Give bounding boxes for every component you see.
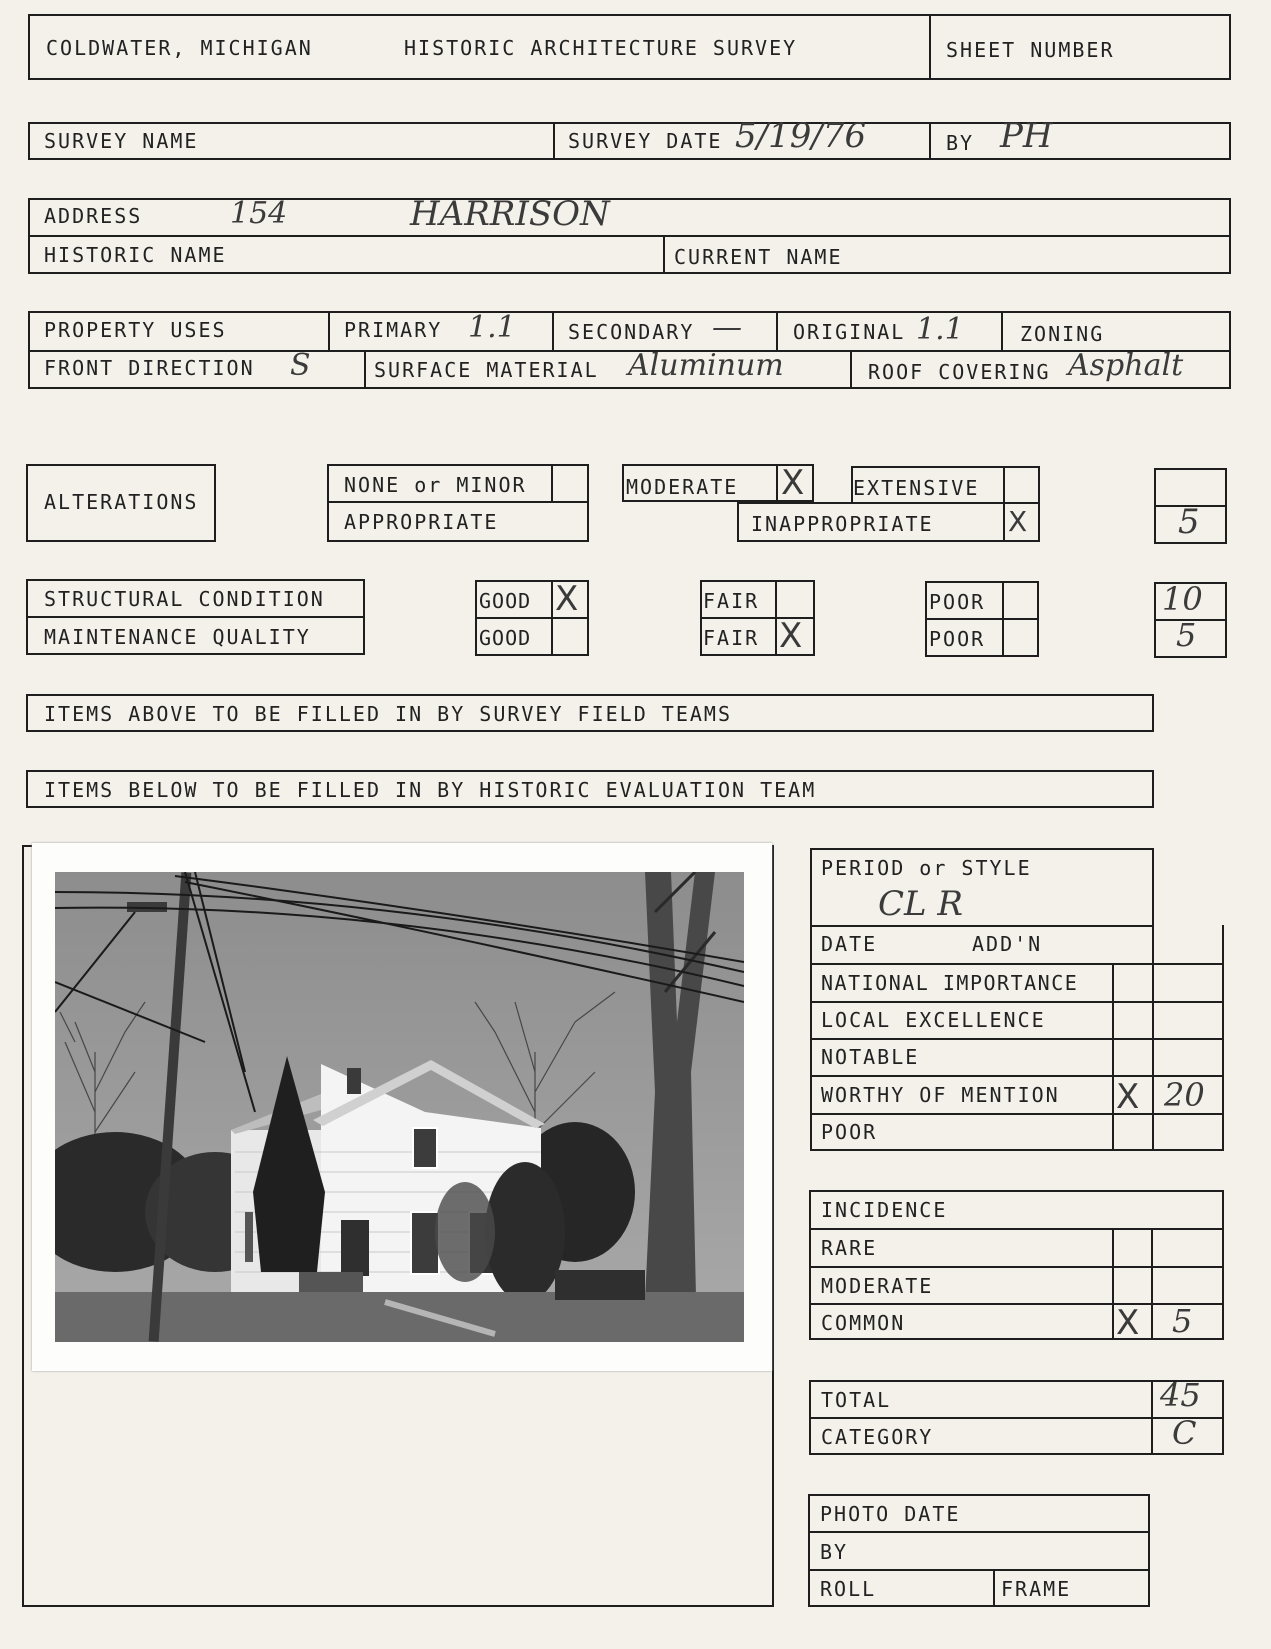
address-label: ADDRESS — [44, 204, 143, 228]
surface-material-label: SURFACE MATERIAL — [374, 358, 599, 382]
structural-good-mark: X — [555, 579, 579, 619]
original-value: 1.1 — [916, 312, 964, 347]
roof-covering-value: Asphalt — [1068, 348, 1184, 383]
worthy-score: 20 — [1164, 1076, 1205, 1114]
structural-good-label: GOOD — [479, 589, 532, 613]
period-value: CL R — [878, 884, 963, 924]
common-label: COMMON — [821, 1311, 906, 1335]
survey-by-label: BY — [946, 131, 975, 155]
roll-label: ROLL — [820, 1577, 877, 1601]
maintenance-poor-label: POOR — [929, 627, 986, 651]
appropriate-label: APPROPRIATE — [344, 510, 499, 534]
city-label: COLDWATER, MICHIGAN — [46, 36, 313, 60]
address-number: 154 — [230, 196, 288, 231]
current-name-label: CURRENT NAME — [674, 245, 843, 269]
local-excellence-label: LOCAL EXCELLENCE — [821, 1008, 1046, 1032]
front-direction-label: FRONT DIRECTION — [44, 356, 255, 380]
category-label: CATEGORY — [821, 1425, 934, 1449]
alterations-score: 5 — [1178, 502, 1200, 542]
property-uses-label: PROPERTY USES — [44, 318, 227, 342]
alterations-label: ALTERATIONS — [44, 490, 199, 514]
survey-name-label: SURVEY NAME — [44, 129, 199, 153]
none-minor-label: NONE or MINOR — [344, 473, 527, 497]
moderate-mark: X — [781, 463, 805, 503]
sheet-number-label: SHEET NUMBER — [946, 38, 1115, 62]
maintenance-fair-label: FAIR — [703, 626, 760, 650]
maintenance-quality-label: MAINTENANCE QUALITY — [44, 625, 311, 649]
incidence-moderate-label: MODERATE — [821, 1274, 934, 1298]
rare-label: RARE — [821, 1236, 878, 1260]
survey-date-value: 5/19/76 — [735, 116, 867, 156]
surface-material-value: Aluminum — [628, 348, 784, 383]
date-label: DATE — [821, 932, 878, 956]
form-title: HISTORIC ARCHITECTURE SURVEY — [404, 36, 798, 60]
evaluation-poor-label: POOR — [821, 1120, 878, 1144]
field-team-note: ITEMS ABOVE TO BE FILLED IN BY SURVEY FIELD TEAMS — [44, 702, 733, 726]
house-photo-image — [55, 872, 744, 1342]
structural-fair-label: FAIR — [703, 589, 760, 613]
maintenance-good-label: GOOD — [479, 626, 532, 650]
front-direction-value: S — [290, 348, 311, 383]
period-label: PERIOD or STYLE — [821, 856, 1032, 880]
roof-covering-label: ROOF COVERING — [868, 360, 1051, 384]
total-value: 45 — [1160, 1376, 1201, 1414]
worthy-of-mention-label: WORTHY OF MENTION — [821, 1083, 1060, 1107]
survey-date-label: SURVEY DATE — [568, 129, 723, 153]
photo-by-label: BY — [820, 1540, 849, 1564]
original-label: ORIGINAL — [793, 320, 906, 344]
inappropriate-mark: X — [1008, 505, 1028, 538]
maintenance-fair-mark: X — [779, 616, 803, 656]
structural-condition-label: STRUCTURAL CONDITION — [44, 587, 325, 611]
incidence-label: INCIDENCE — [821, 1198, 948, 1222]
structural-score: 10 — [1162, 580, 1203, 618]
common-score: 5 — [1172, 1302, 1193, 1340]
worthy-mark: X — [1116, 1077, 1140, 1117]
common-mark: X — [1116, 1303, 1140, 1343]
survey-by-value: PH — [1000, 116, 1053, 156]
historic-name-label: HISTORIC NAME — [44, 243, 227, 267]
primary-value: 1.1 — [468, 310, 516, 345]
total-label: TOTAL — [821, 1388, 892, 1412]
notable-label: NOTABLE — [821, 1045, 920, 1069]
photo-date-label: PHOTO DATE — [820, 1502, 961, 1526]
maintenance-score: 5 — [1176, 616, 1197, 654]
structural-poor-label: POOR — [929, 590, 986, 614]
house-photo — [55, 872, 744, 1342]
moderate-label: MODERATE — [626, 475, 739, 499]
zoning-label: ZONING — [1020, 322, 1105, 346]
secondary-value: — — [712, 310, 742, 345]
frame-label: FRAME — [1001, 1577, 1072, 1601]
inappropriate-label: INAPPROPRIATE — [751, 512, 934, 536]
address-street: HARRISON — [410, 194, 610, 234]
evaluation-team-note: ITEMS BELOW TO BE FILLED IN BY HISTORIC EVALUATION TEAM — [44, 778, 817, 802]
addn-label: ADD'N — [972, 932, 1043, 956]
secondary-label: SECONDARY — [568, 320, 695, 344]
primary-label: PRIMARY — [344, 318, 443, 342]
national-importance-label: NATIONAL IMPORTANCE — [821, 971, 1079, 995]
extensive-label: EXTENSIVE — [853, 476, 980, 500]
category-value: C — [1172, 1414, 1197, 1452]
